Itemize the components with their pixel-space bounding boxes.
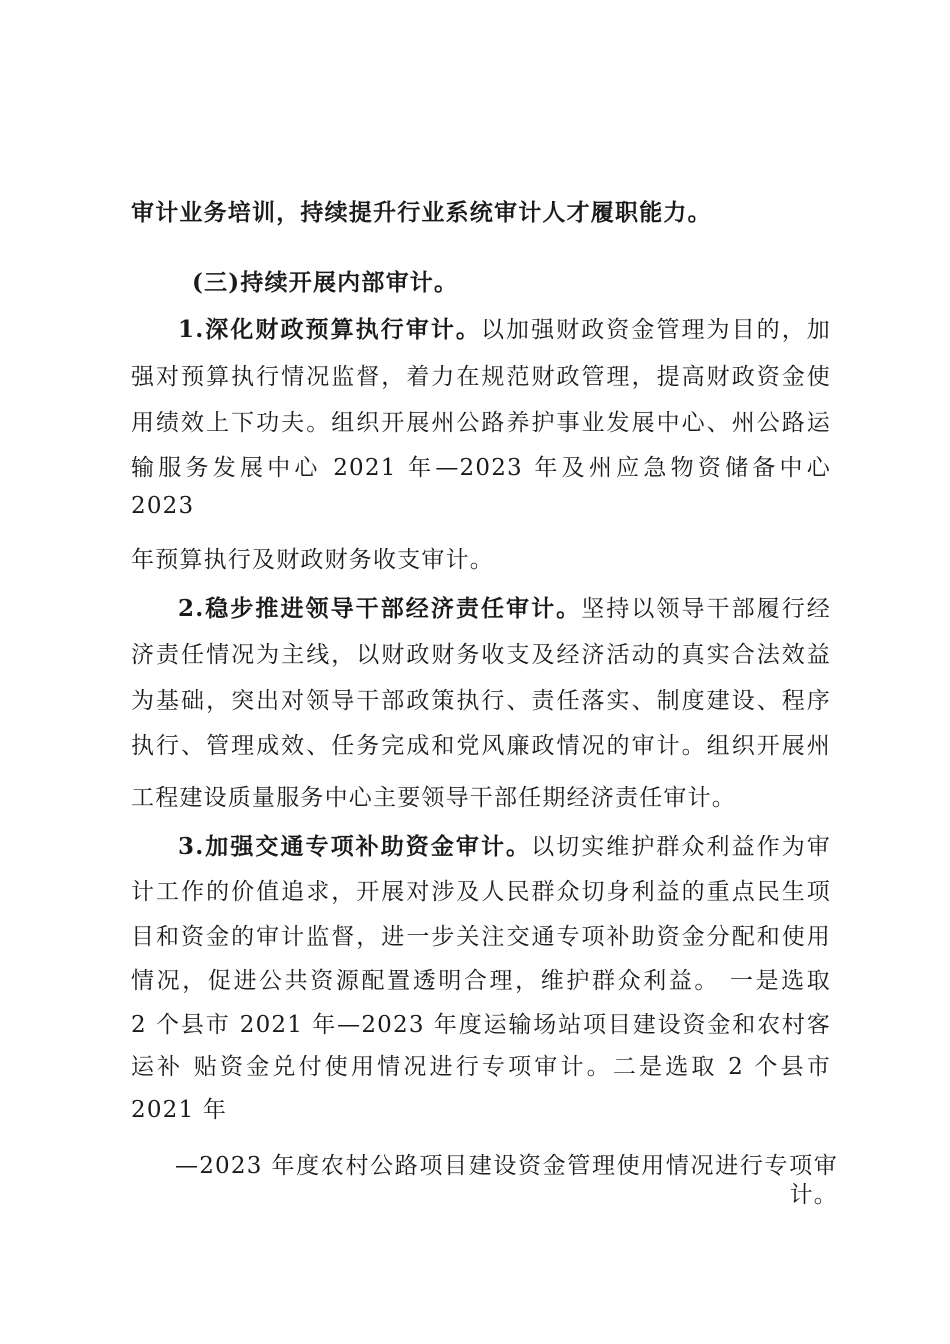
text-line: —2023 年度农村公路项目建设资金管理使用情况进行专项审 <box>175 1153 838 1179</box>
text-line: 以加强财政资金管理为目的，加 <box>480 317 831 343</box>
paragraph-1-title: 1.深化财政预算执行审计。 <box>178 316 481 343</box>
paragraph-2-first-line <box>178 594 831 624</box>
text-line: 用绩效上下功夫。组织开展州公路养护事业发展中心、州公路运 <box>131 410 831 436</box>
text-line: 2 个县市 2021 年—2023 年度运输场站项目建设资金和农村客 <box>131 1012 831 1038</box>
text-line: 工程建设质量服务中心主要领导干部任期经济责任审计。 <box>131 785 736 811</box>
text-line: 审计业务培训，持续提升行业系统审计人才履职能力。 <box>131 199 712 226</box>
text-line: 执行、管理成效、任务完成和党风廉政情况的审计。组织开展州 <box>131 733 831 759</box>
text-line: 2021 年 <box>131 1097 228 1123</box>
text-line: 2023 <box>131 493 195 519</box>
text-line: 坚持以领导干部履行经 <box>581 596 832 622</box>
text-line: 为基础，突出对领导干部政策执行、责任落实、制度建设、程序 <box>131 688 831 714</box>
section-heading: (三)持续开展内部审计。 <box>192 269 459 296</box>
text-line: 运补 贴资金兑付使用情况进行专项审计。二是选取 2 个县市 <box>131 1054 831 1080</box>
paragraph-3-title: 3.加强交通专项补助资金审计。 <box>178 833 532 860</box>
text-line: 计。 <box>789 1182 838 1208</box>
text-line: 强对预算执行情况监督，着力在规范财政管理，提高财政资金使 <box>131 364 831 390</box>
text-line: 情况，促进公共资源配置透明合理，维护群众利益。 一是选取 <box>131 968 831 994</box>
text-line: 目和资金的审计监督，进一步关注交通专项补助资金分配和使用 <box>131 924 831 950</box>
text-line: 年预算执行及财政财务收支审计。 <box>131 547 494 573</box>
text-line: 济责任情况为主线，以财政财务收支及经济活动的真实合法效益 <box>131 642 831 668</box>
text-line: 以切实维护群众利益作为审 <box>531 834 832 860</box>
text-line: 计工作的价值追求，开展对涉及人民群众切身利益的重点民生项 <box>131 879 831 905</box>
text-line: 输服务发展中心 2021 年—2023 年及州应急物资储备中心 <box>131 455 831 481</box>
paragraph-3-first-line <box>178 832 831 862</box>
paragraph-2-title: 2.稳步推进领导干部经济责任审计。 <box>178 595 582 622</box>
paragraph-1-first-line <box>178 315 831 345</box>
